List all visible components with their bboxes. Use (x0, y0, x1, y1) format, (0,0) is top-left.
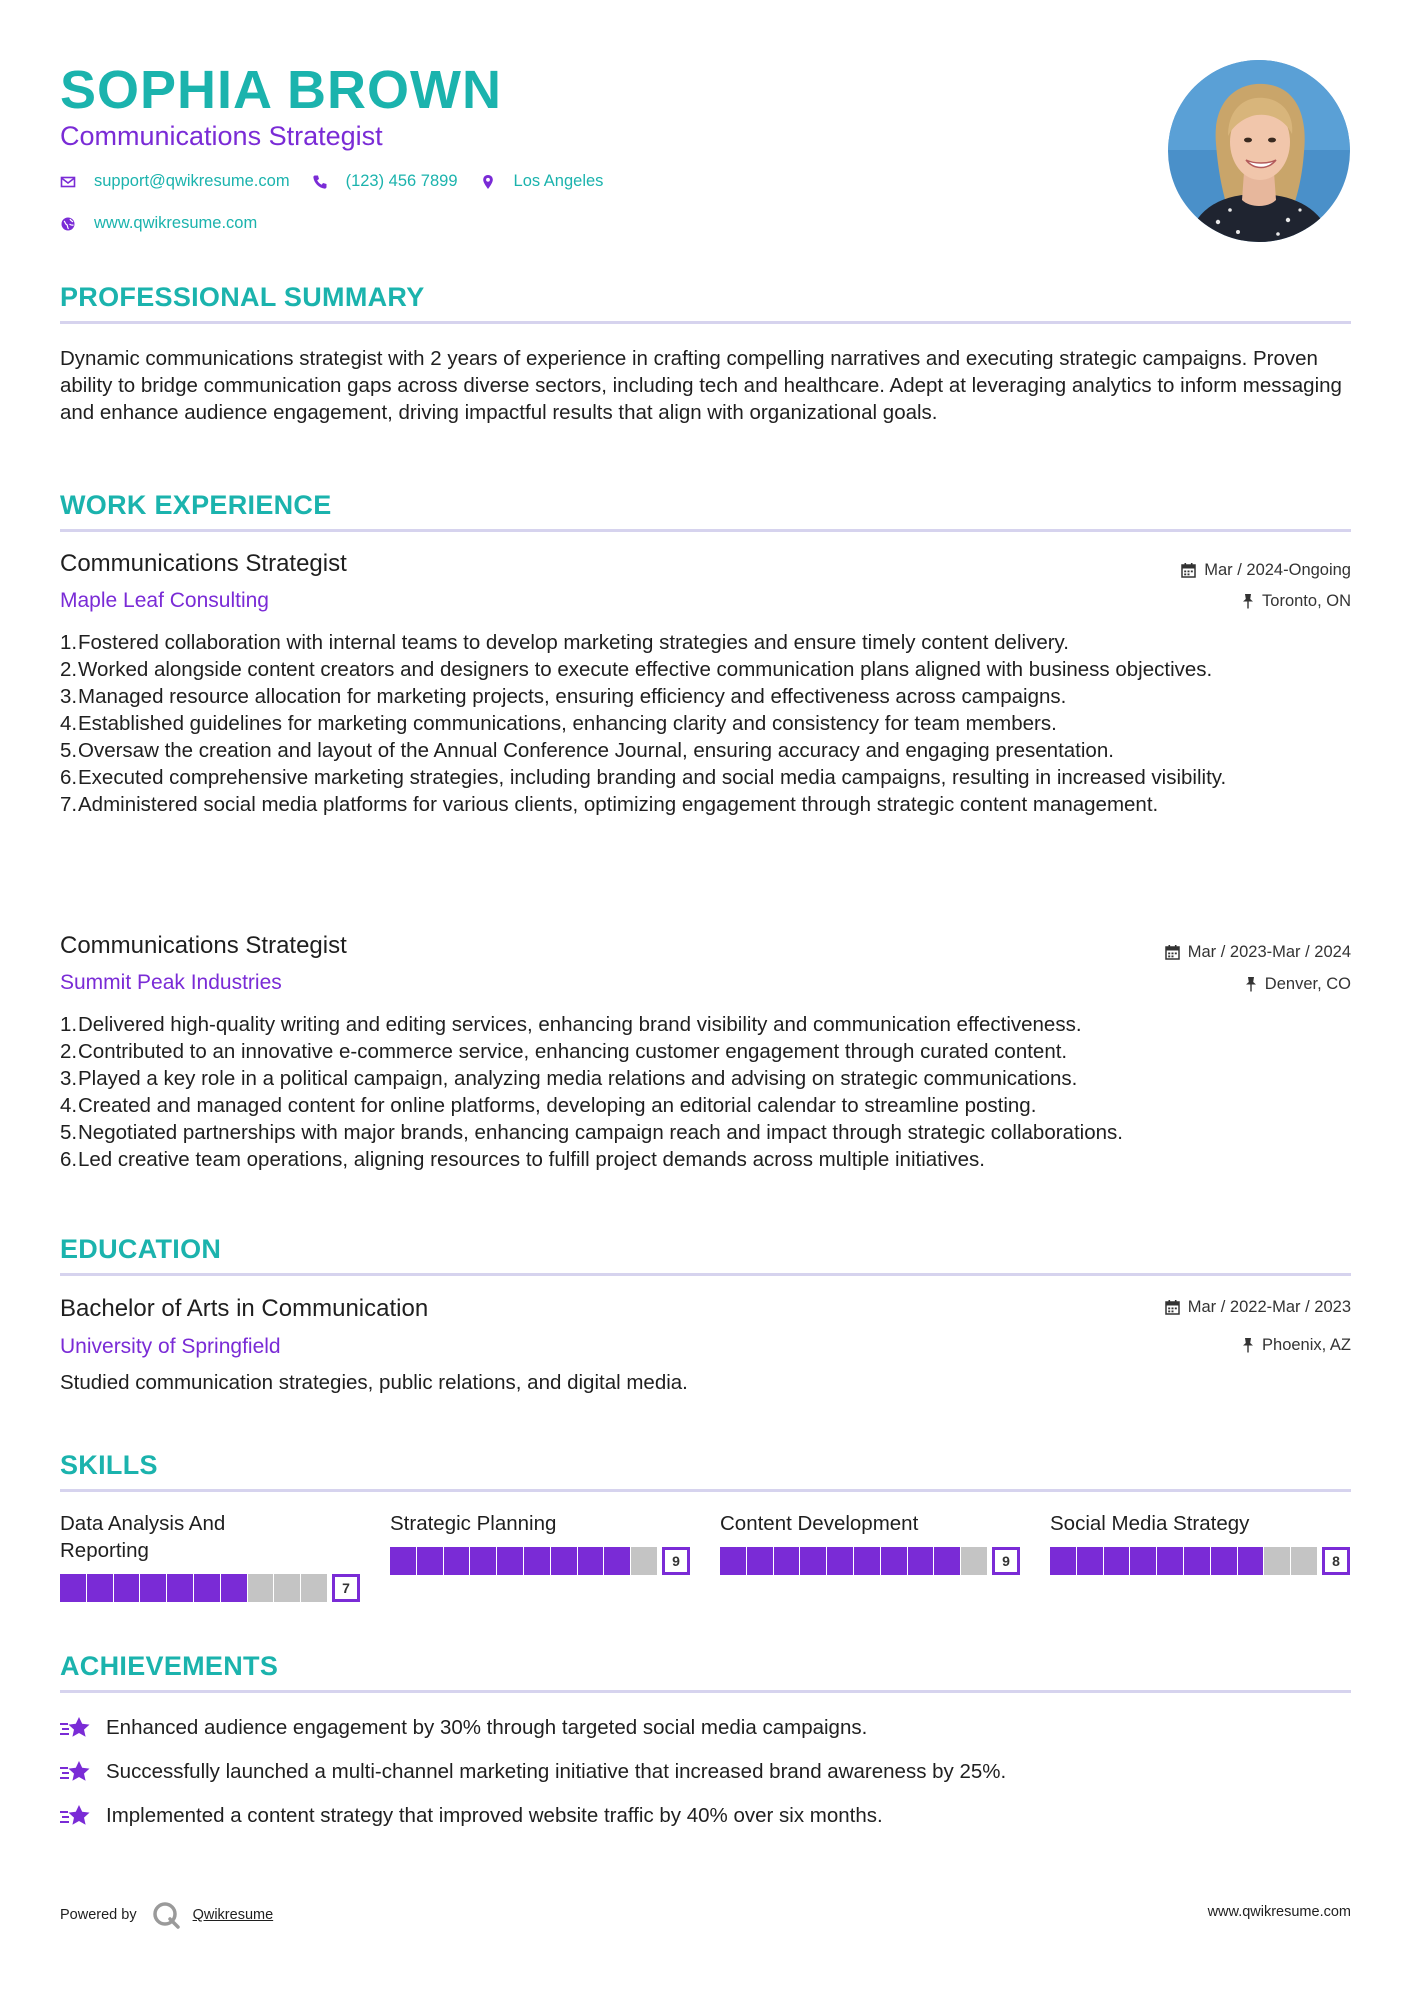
candidate-name: SOPHIA BROWN (60, 60, 502, 120)
skill-bar-filled-segment (881, 1547, 907, 1575)
skill-bar-filled-segment (1238, 1547, 1264, 1575)
skill-bar-empty-segment (1291, 1547, 1317, 1575)
skill-bar-filled-segment (800, 1547, 826, 1575)
resume-page (60, 0, 1351, 1990)
skill-bar-filled-segment (114, 1574, 140, 1602)
job-location (1245, 973, 1351, 995)
skill-bar-filled-segment (470, 1547, 496, 1575)
education-heading: EDUCATION (60, 1234, 222, 1264)
phone-item[interactable] (312, 172, 480, 191)
phone-icon (312, 174, 328, 190)
skill-bar (720, 1547, 1020, 1575)
skill-bar-empty-segment (961, 1547, 987, 1575)
skill-bar-filled-segment (524, 1547, 550, 1575)
contact-row-1 (60, 172, 625, 191)
skill-bar-filled-segment (390, 1547, 416, 1575)
skill-bar-filled-segment (1077, 1547, 1103, 1575)
skill-bar-filled-segment (1211, 1547, 1237, 1575)
skill-bar-filled-segment (774, 1547, 800, 1575)
contact-row-2 (60, 214, 279, 233)
map-pin-icon (480, 174, 496, 190)
list-item: 7. Administered social media platforms for various clients, optimizing engagement through strategic content management. (60, 793, 1159, 816)
list-item: 4. Established guidelines for marketing communications, enhancing clarity and consistency for team members. (60, 712, 1057, 735)
job-dates-text: Mar / 2023-Mar / 2024 (1187, 943, 1351, 961)
list-item: 2. Worked alongside content creators and designers to execute effective communication plans aligned with business objectives. (60, 658, 1213, 681)
skill-bar-filled-segment (908, 1547, 934, 1575)
skill-bar-filled-segment (140, 1574, 166, 1602)
location-text: Los Angeles (513, 172, 604, 190)
profile-photo (1168, 60, 1350, 242)
list-item: 4. Created and managed content for online platforms, developing an editorial calendar to streamline posting. (60, 1094, 1037, 1117)
skill-name: Strategic Planning (390, 1512, 557, 1535)
skill-level-badge: 7 (332, 1574, 360, 1602)
skill-name: Content Development (720, 1512, 919, 1535)
skill-bar-filled-segment (60, 1574, 86, 1602)
skills-heading: SKILLS (60, 1450, 158, 1480)
pushpin-icon (1242, 593, 1254, 609)
calendar-icon (1165, 1299, 1180, 1315)
list-item: 1. Delivered high-quality writing and editing services, enhancing brand visibility and communication effectiveness. (60, 1013, 1082, 1036)
skill-item (1050, 1510, 1350, 1610)
skill-bar-filled-segment (167, 1574, 193, 1602)
skill-item (390, 1510, 690, 1610)
job-title: Communications Strategist (60, 550, 347, 577)
achievement-item (60, 1802, 883, 1829)
skill-bar-filled-segment (551, 1547, 577, 1575)
achievement-item (60, 1758, 1006, 1785)
skill-bar-filled-segment (578, 1547, 604, 1575)
skill-bar-filled-segment (854, 1547, 880, 1575)
list-item: 2. Contributed to an innovative e-commerce service, enhancing customer engagement through curated content. (60, 1040, 1068, 1063)
summary-heading: PROFESSIONAL SUMMARY (60, 282, 425, 312)
section-divider (60, 1690, 1351, 1693)
education-location (1242, 1334, 1351, 1356)
email-text: support@qwikresume.com (94, 172, 290, 190)
website-item[interactable] (60, 214, 279, 233)
school-name: University of Springfield (60, 1335, 281, 1358)
job-location (1242, 590, 1351, 612)
pushpin-icon (1242, 1337, 1254, 1353)
skill-bar-filled-segment (1157, 1547, 1183, 1575)
achievements-heading: ACHIEVEMENTS (60, 1651, 279, 1681)
company-name: Summit Peak Industries (60, 971, 282, 994)
phone-text: (123) 456 7899 (345, 172, 458, 190)
skill-level-badge: 9 (662, 1547, 690, 1575)
section-divider (60, 1489, 1351, 1492)
company-name: Maple Leaf Consulting (60, 589, 269, 612)
list-item: 5. Negotiated partnerships with major brands, enhancing campaign reach and impact through strategic collaborations. (60, 1121, 1123, 1144)
skill-bar-filled-segment (604, 1547, 630, 1575)
job-bullet-list (42, 1011, 1361, 1173)
shooting-star-icon (60, 1759, 92, 1785)
skill-bar-empty-segment (274, 1574, 300, 1602)
skill-bar-filled-segment (417, 1547, 443, 1575)
shooting-star-icon (60, 1803, 92, 1829)
skill-bar-filled-segment (934, 1547, 960, 1575)
skill-name: Social Media Strategy (1050, 1512, 1250, 1535)
job-dates (1165, 941, 1351, 963)
job-title: Communications Strategist (60, 932, 347, 959)
skill-bar-filled-segment (194, 1574, 220, 1602)
job-location-text: Denver, CO (1264, 975, 1351, 993)
achievement-item (60, 1714, 867, 1741)
pushpin-icon (1245, 976, 1257, 992)
shooting-star-icon (60, 1715, 92, 1741)
summary-text: Dynamic communications strategist with 2 years of experience in crafting compelling narratives and executing strategic campaigns. Proven ability to bridge communication gaps across diverse sectors, including tech and healthcare. Adept at leveraging analytics to inform messaging and enhance audience engagement, driving impactful results that align with organizational goals. (60, 347, 1342, 424)
skill-bar-filled-segment (1130, 1547, 1156, 1575)
calendar-icon (1181, 562, 1196, 578)
education-description: Studied communication strategies, public relations, and digital media. (60, 1371, 688, 1394)
skill-bar-filled-segment (827, 1547, 853, 1575)
email-item[interactable] (60, 172, 312, 191)
candidate-title: Communications Strategist (60, 121, 383, 151)
skill-bar (60, 1574, 360, 1602)
skill-item (60, 1510, 360, 1610)
skill-bar-empty-segment (248, 1574, 274, 1602)
footer-website[interactable]: www.qwikresume.com (1207, 1904, 1351, 1920)
footer-branding (60, 1900, 273, 1930)
envelope-icon (60, 174, 76, 190)
skill-bar-empty-segment (631, 1547, 657, 1575)
powered-by-label: Powered by (60, 1907, 137, 1923)
section-divider (60, 529, 1351, 532)
skill-bar-filled-segment (221, 1574, 247, 1602)
skill-bar-filled-segment (720, 1547, 746, 1575)
skill-bar-filled-segment (1104, 1547, 1130, 1575)
job-bullet-list (42, 629, 1361, 818)
job-dates-text: Mar / 2024-Ongoing (1204, 561, 1351, 579)
education-dates (1165, 1296, 1351, 1318)
globe-icon (60, 216, 76, 232)
skill-bar-filled-segment (1050, 1547, 1076, 1575)
experience-heading: WORK EXPERIENCE (60, 490, 332, 520)
qwikresume-logo-icon (151, 1900, 181, 1930)
list-item: 6. Executed comprehensive marketing strategies, including branding and social media campaigns, resulting in increased visibility. (60, 766, 1227, 789)
skill-name: Data Analysis And Reporting (60, 1512, 226, 1562)
skill-bar-empty-segment (301, 1574, 327, 1602)
list-item: 5. Oversaw the creation and layout of the Annual Conference Journal, ensuring accuracy and engaging presentation. (60, 739, 1114, 762)
achievement-text: Enhanced audience engagement by 30% through targeted social media campaigns. (106, 1716, 868, 1739)
skill-bar-filled-segment (1184, 1547, 1210, 1575)
job-dates (1181, 559, 1351, 581)
degree-title: Bachelor of Arts in Communication (60, 1295, 429, 1322)
skill-bar-filled-segment (444, 1547, 470, 1575)
calendar-icon (1165, 944, 1180, 960)
list-item: 3. Managed resource allocation for marketing projects, ensuring efficiency and effectiveness across campaigns. (60, 685, 1067, 708)
skill-bar (390, 1547, 690, 1575)
skill-bar-filled-segment (747, 1547, 773, 1575)
education-dates-text: Mar / 2022-Mar / 2023 (1187, 1298, 1351, 1316)
list-item: 6. Led creative team operations, aligning resources to fulfill project demands across multiple initiatives. (60, 1148, 986, 1171)
skill-bar (1050, 1547, 1350, 1575)
skill-bar-filled-segment (497, 1547, 523, 1575)
achievement-text: Implemented a content strategy that improved website traffic by 40% over six months. (106, 1804, 883, 1827)
list-item: 1. Fostered collaboration with internal teams to develop marketing strategies and ensure timely content delivery. (60, 631, 1069, 654)
skill-bar-empty-segment (1264, 1547, 1290, 1575)
section-divider (60, 321, 1351, 324)
website-text: www.qwikresume.com (94, 214, 258, 232)
skill-level-badge: 9 (992, 1547, 1020, 1575)
list-item: 3. Played a key role in a political campaign, analyzing media relations and advising on strategic communications. (60, 1067, 1078, 1090)
skill-level-badge: 8 (1322, 1547, 1350, 1575)
section-divider (60, 1273, 1351, 1276)
location-item (480, 172, 626, 191)
education-location-text: Phoenix, AZ (1262, 1336, 1351, 1354)
qwikresume-link[interactable]: Qwikresume (192, 1907, 274, 1923)
skill-bar-filled-segment (87, 1574, 113, 1602)
skill-item (720, 1510, 1020, 1610)
achievement-text: Successfully launched a multi-channel marketing initiative that increased brand awareness by 25%. (106, 1760, 1007, 1783)
job-location-text: Toronto, ON (1262, 592, 1351, 610)
